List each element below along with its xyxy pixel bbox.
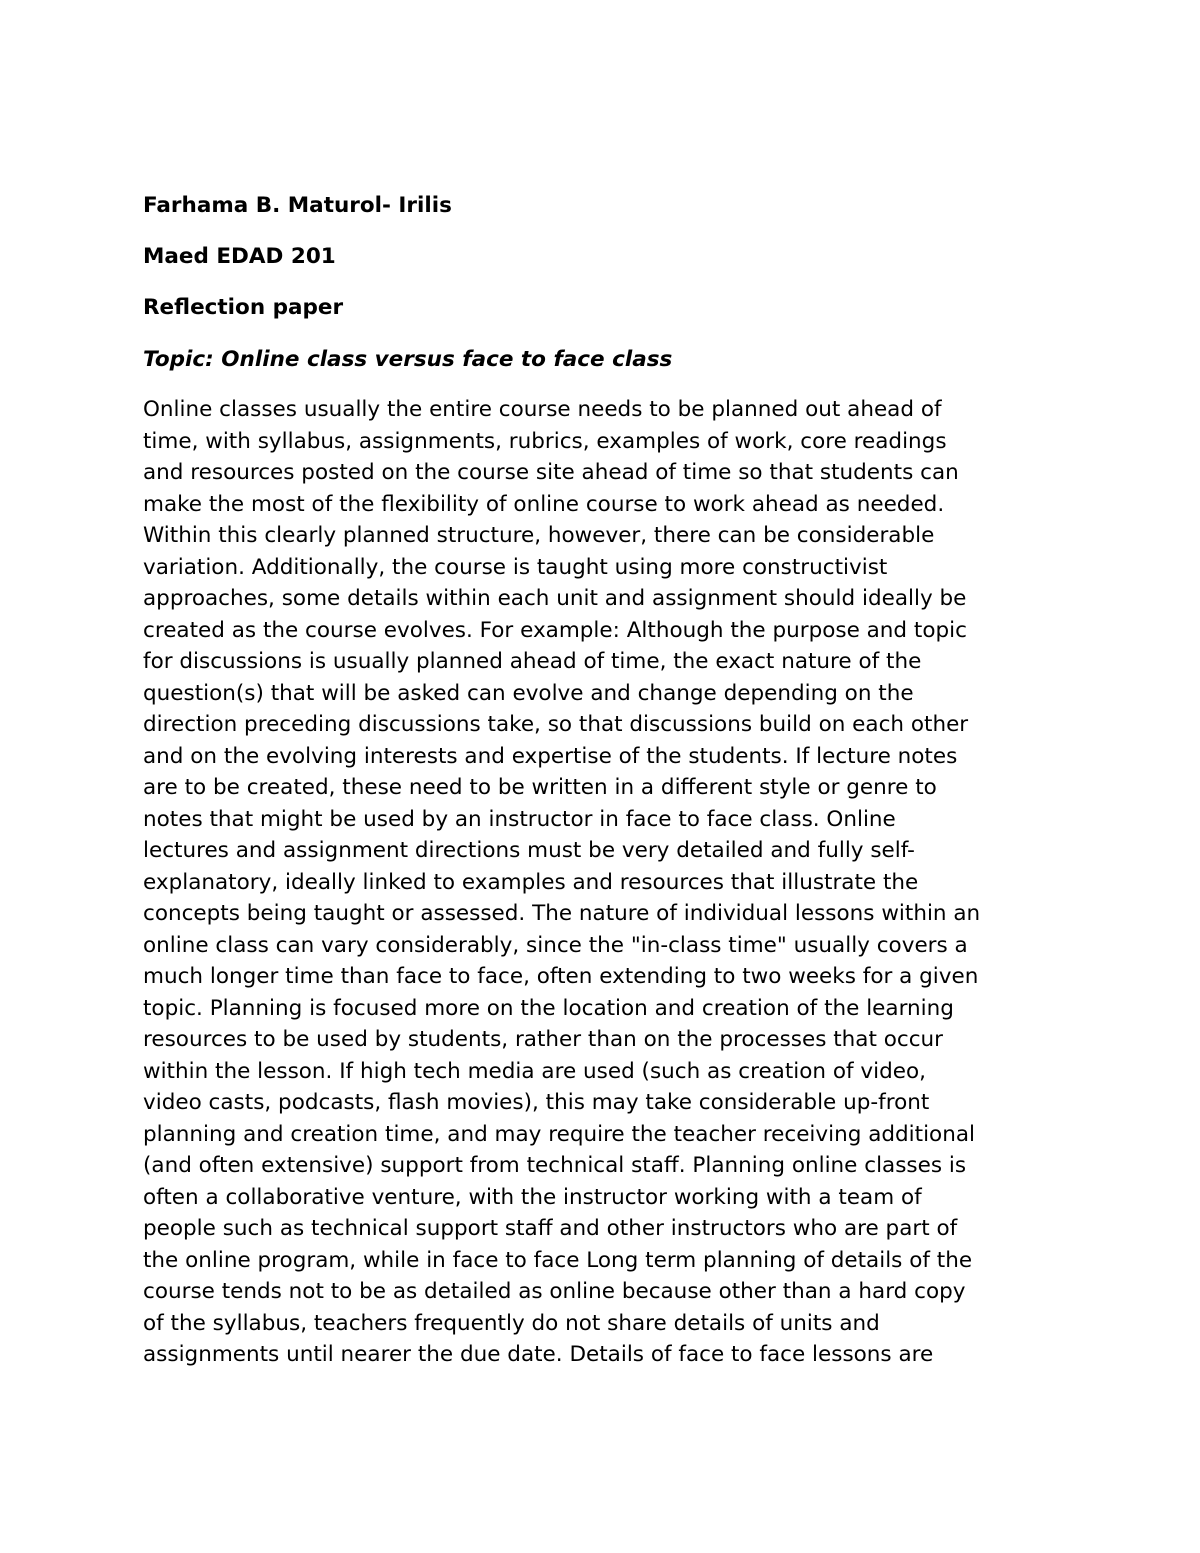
- body-line: for discussions is usually planned ahead of time, the exact nature of the: [143, 649, 922, 674]
- body-line: and on the evolving interests and expertise of the students. If lecture notes: [143, 743, 958, 769]
- body-line: assignments until nearer the due date. Details of face to face lessons are: [143, 1342, 934, 1367]
- document-type: Reflection paper: [143, 295, 344, 320]
- body-line: the online program, while in face to face Long term planning of details of the: [143, 1247, 973, 1273]
- body-line: lectures and assignment directions must be very detailed and fully self-: [143, 838, 915, 863]
- body-line: question(s) that will be asked can evolve and change depending on the: [143, 680, 914, 706]
- body-line: of the syllabus, teachers frequently do not share details of units and: [143, 1310, 880, 1336]
- body-line: course tends not to be as detailed as online because other than a hard copy: [143, 1279, 966, 1304]
- body-line: and resources posted on the course site ahead of time so that students can: [143, 460, 959, 485]
- body-line: video casts, podcasts, flash movies), this may take considerable up-front: [143, 1090, 930, 1115]
- body-line: are to be created, these need to be written in a different style or genre to: [143, 775, 937, 800]
- author-name: Farhama B. Maturol- Irilis: [143, 193, 452, 218]
- body-line: much longer time than face to face, often extending to two weeks for a given: [143, 964, 979, 989]
- body-paragraph: [143, 394, 1083, 1371]
- body-line: often a collaborative venture, with the instructor working with a team of: [143, 1184, 922, 1210]
- body-line: planning and creation time, and may require the teacher receiving additional: [143, 1121, 975, 1147]
- body-line: direction preceding discussions take, so that discussions build on each other: [143, 712, 969, 737]
- body-line: Within this clearly planned structure, however, there can be considerable: [143, 523, 935, 548]
- body-line: within the lesson. If high tech media are used (such as creation of video,: [143, 1058, 926, 1084]
- body-line: make the most of the flexibility of online course to work ahead as needed.: [143, 491, 945, 517]
- body-line: Online classes usually the entire course needs to be planned out ahead of: [143, 397, 942, 422]
- topic-heading: Topic: Online class versus face to face class: [143, 347, 673, 372]
- body-line: people such as technical support staff and other instructors who are part of: [143, 1216, 958, 1241]
- body-line: explanatory, ideally linked to examples and resources that illustrate the: [143, 869, 919, 895]
- course-code: Maed EDAD 201: [143, 244, 336, 269]
- body-line: (and often extensive) support from technical staff. Planning online classes is: [143, 1153, 967, 1178]
- body-line: notes that might be used by an instructor in face to face class. Online: [143, 806, 896, 832]
- body-line: topic. Planning is focused more on the location and creation of the learning: [143, 995, 954, 1021]
- body-line: variation. Additionally, the course is taught using more constructivist: [143, 554, 888, 580]
- body-line: created as the course evolves. For example: Although the purpose and topic: [143, 617, 967, 643]
- body-line: online class can vary considerably, since the "in-class time" usually covers a: [143, 932, 968, 958]
- body-line: concepts being taught or assessed. The nature of individual lessons within an: [143, 901, 981, 926]
- body-line: approaches, some details within each unit and assignment should ideally be: [143, 586, 967, 611]
- body-line: time, with syllabus, assignments, rubrics, examples of work, core readings: [143, 428, 947, 454]
- body-line: resources to be used by students, rather than on the processes that occur: [143, 1027, 943, 1052]
